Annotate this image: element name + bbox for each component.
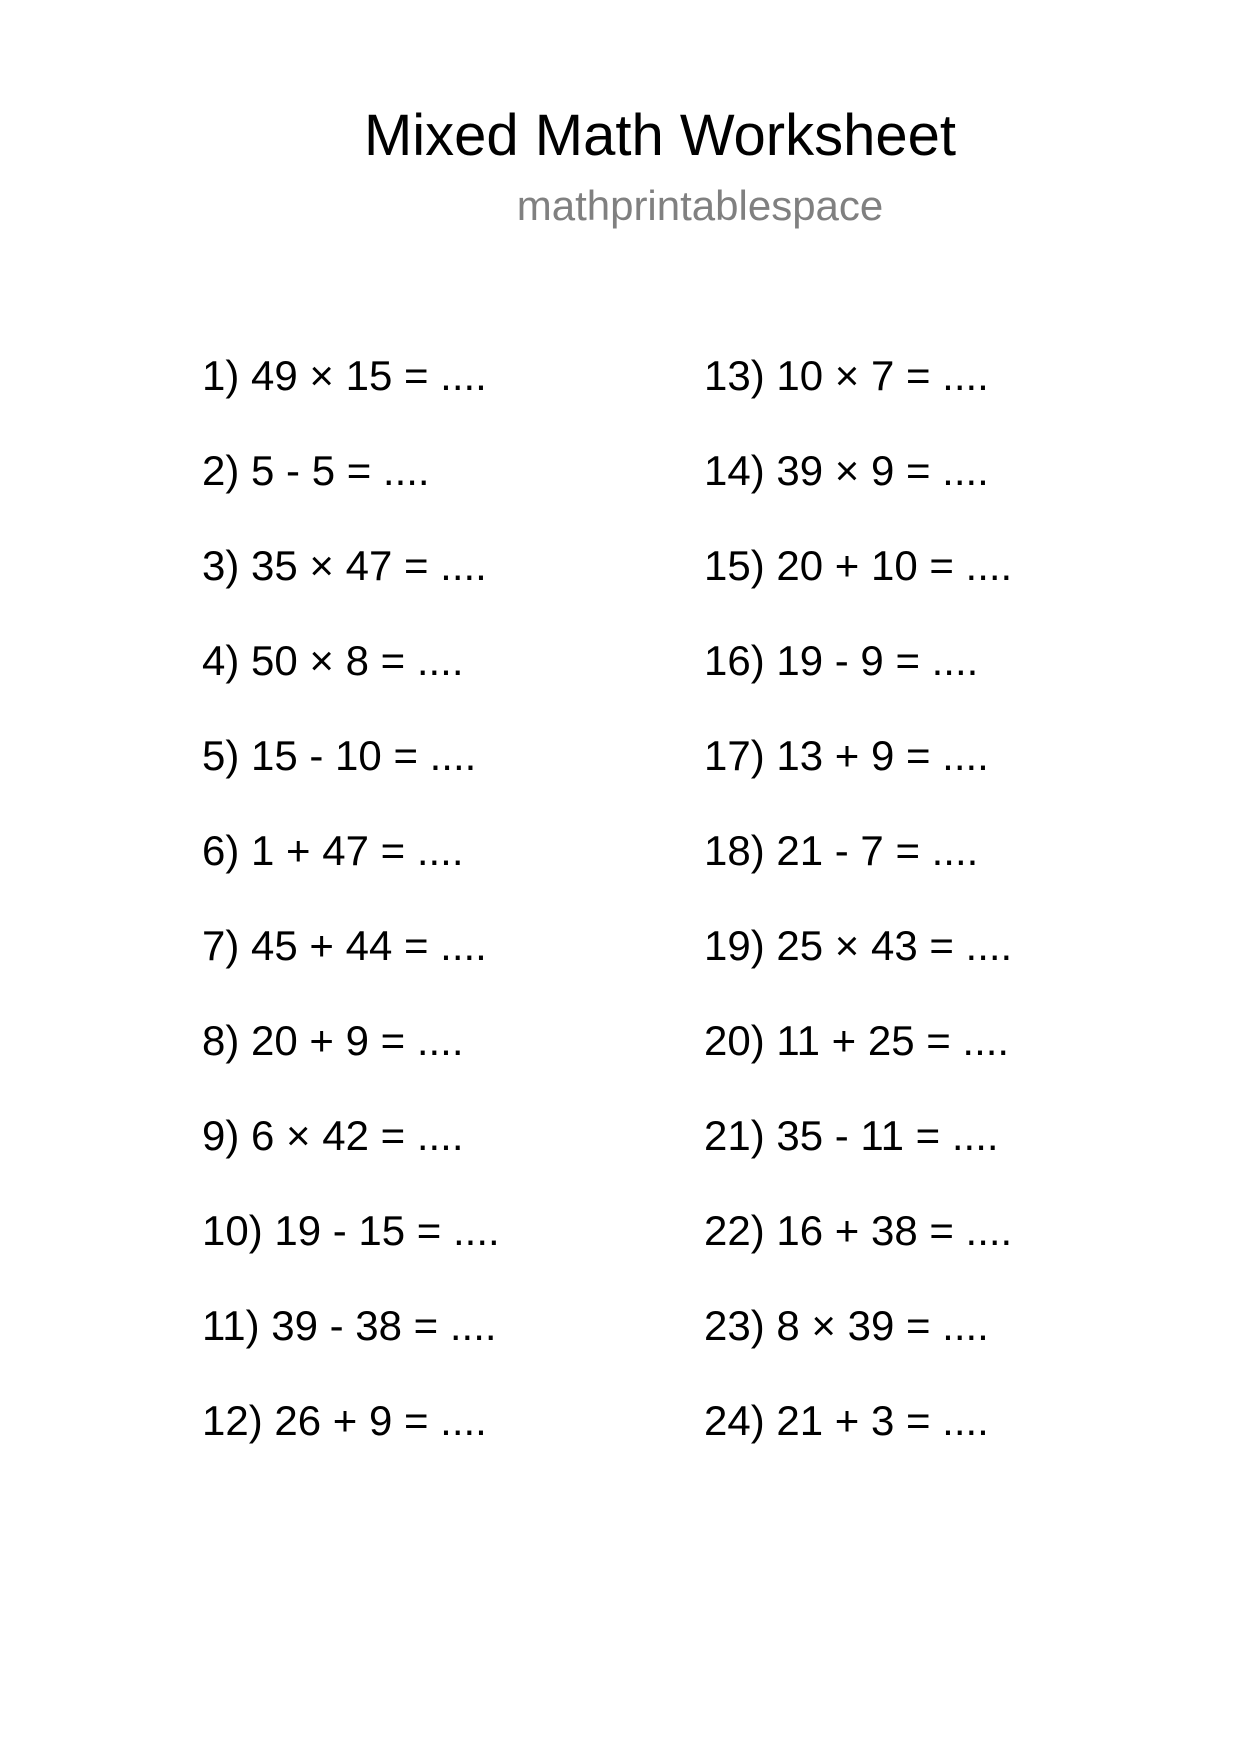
problem-23: 23) 8 × 39 = .... <box>704 1302 989 1349</box>
problem-17: 17) 13 + 9 = .... <box>704 732 989 779</box>
worksheet-title: Mixed Math Worksheet <box>363 103 957 168</box>
worksheet-source: mathprintablespace <box>516 182 884 229</box>
problem-19: 19) 25 × 43 = .... <box>704 922 1013 969</box>
problem-column-right <box>704 346 1012 1486</box>
problem-9: 9) 6 × 42 = .... <box>202 1112 464 1159</box>
problem-2: 2) 5 - 5 = .... <box>202 447 430 494</box>
problem-14: 14) 39 × 9 = .... <box>704 447 989 494</box>
problem-21: 21) 35 - 11 = .... <box>704 1112 999 1159</box>
problem-18: 18) 21 - 7 = .... <box>704 827 979 874</box>
problem-12: 12) 26 + 9 = .... <box>202 1397 487 1444</box>
problem-15: 15) 20 + 10 = .... <box>704 542 1013 589</box>
problem-10: 10) 19 - 15 = .... <box>202 1207 500 1254</box>
problem-4: 4) 50 × 8 = .... <box>202 637 464 684</box>
problem-8: 8) 20 + 9 = .... <box>202 1017 464 1064</box>
problem-24: 24) 21 + 3 = .... <box>704 1397 989 1444</box>
problem-16: 16) 19 - 9 = .... <box>704 637 979 684</box>
problem-22: 22) 16 + 38 = .... <box>704 1207 1013 1254</box>
problem-1: 1) 49 × 15 = .... <box>202 352 487 399</box>
problem-11: 11) 39 - 38 = .... <box>202 1302 497 1349</box>
problem-20: 20) 11 + 25 = .... <box>704 1017 1010 1064</box>
problem-13: 13) 10 × 7 = .... <box>704 352 989 399</box>
problem-5: 5) 15 - 10 = .... <box>202 732 477 779</box>
problem-3: 3) 35 × 47 = .... <box>202 542 487 589</box>
problem-7: 7) 45 + 44 = .... <box>202 922 487 969</box>
problem-6: 6) 1 + 47 = .... <box>202 827 464 874</box>
problem-column-left <box>202 346 500 1486</box>
